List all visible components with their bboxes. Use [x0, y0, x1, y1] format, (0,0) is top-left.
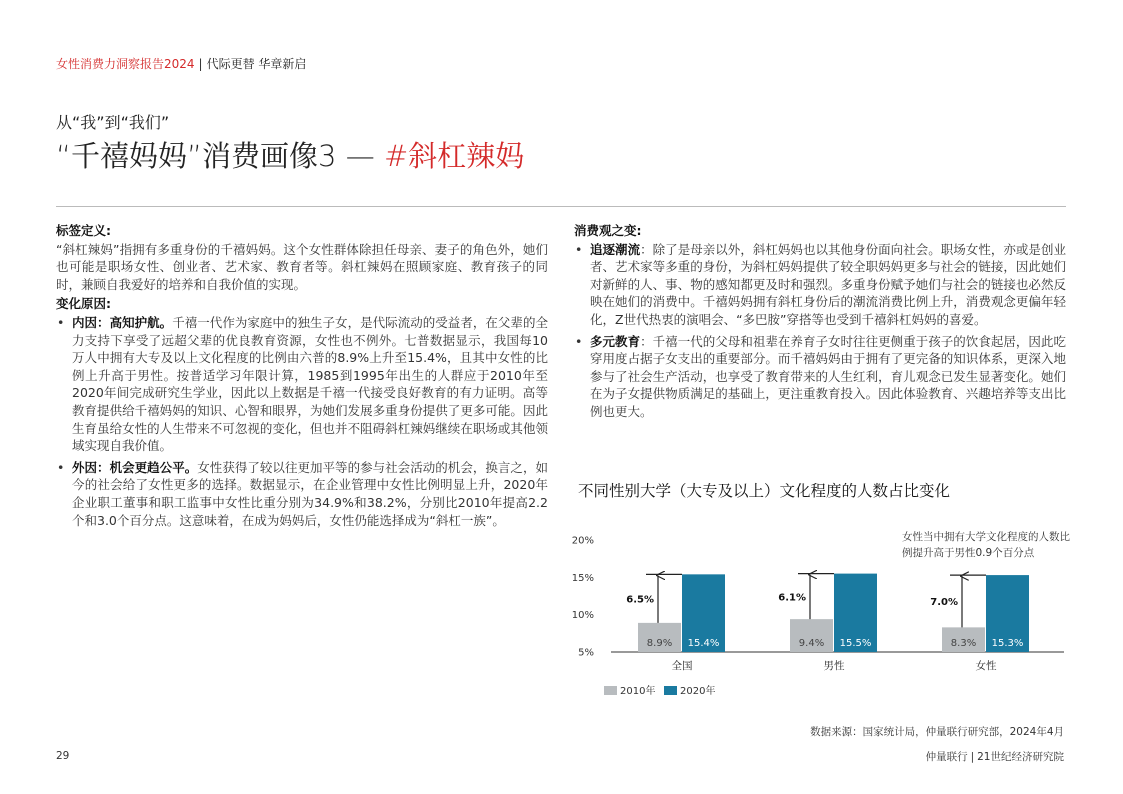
y-tick-label: 20% [571, 535, 594, 547]
bullet-lead: 内因：高知护航。 [72, 314, 173, 330]
reason-bullet-external [56, 459, 548, 529]
title-tag: #斜杠辣妈 [383, 139, 525, 173]
y-tick-label: 10% [571, 610, 594, 622]
footer-brands [926, 749, 1064, 764]
definition-heading: 标签定义: [56, 223, 111, 238]
legend-swatch [604, 686, 617, 695]
bullet-text: ：千禧一代的父母和祖辈在养育子女时往往更侧重于孩子的饮食起居，因此吃穿用度占据子女支出的重要部分。而千禧妈妈由于拥有了更完备的知识体系，更深入地参与了社会生产活动，也享受了教育带来的人生红利，育儿观念已发生显著变化。她们在为子女提供物质满足的基础上，更注重教育投入。因此体验教育、兴趣培养等支出比例也更大。 [590, 333, 1066, 419]
bar-label-2010: 8.3% [950, 638, 977, 649]
report-subtitle: 代际更替 华章新启 [206, 57, 307, 71]
footer-brand-institute: 21世纪经济研究院 [977, 751, 1064, 763]
change-label: 6.1% [778, 592, 806, 604]
page-title [56, 136, 524, 176]
legend-label: 2020年 [680, 686, 716, 697]
category-label: 女性 [975, 660, 997, 672]
divider [56, 206, 1066, 207]
page-number: 29 [56, 750, 70, 762]
title-main: “千禧妈妈”消费画像3 — [56, 139, 384, 173]
data-source: 数据来源：国家统计局，仲量联行研究部，2024年4月 [810, 726, 1064, 738]
consumption-heading: 消费观之变: [574, 223, 642, 238]
change-label: 7.0% [930, 597, 958, 609]
y-tick-label: 15% [571, 572, 594, 584]
bullet-lead: 追逐潮流 [590, 241, 641, 257]
bullet-text: ：除了是母亲以外，斜杠妈妈也以其他身份面向社会。职场女性，亦或是创业者、艺术家等多重的身份，为斜杠妈妈提供了较全职妈妈更多与社会的链接，因此她们对新鲜的人、事、物的感知都更及时和强烈。多重身份赋予她们与社会的链接也必然反映在她们的消费中。千禧妈妈拥有斜杠身份后的潮流消费比例上升，消费观念更偏年轻化，Z世代热衷的演唱会、“多巴胺”穿搭等也受到千禧斜杠妈妈的喜爱。 [590, 241, 1066, 327]
category-label: 男性 [823, 660, 845, 672]
chart-title: 不同性别大学（大专及以上）文化程度的人数占比变化 [578, 482, 951, 500]
report-header [56, 57, 306, 71]
reason-bullet-internal [56, 314, 548, 455]
section-kicker: 从“我”到“我们” [56, 113, 170, 132]
bar-label-2010: 8.9% [646, 638, 673, 649]
bar-label-2020: 15.4% [687, 638, 720, 649]
legend-swatch [664, 686, 677, 695]
consumption-bullet-trend [574, 241, 1066, 329]
change-label: 6.5% [626, 594, 654, 606]
right-column [574, 222, 1066, 425]
category-label: 全国 [671, 660, 693, 672]
chart-annotation: 女性当中拥有大学文化程度的人数比例提升高于男性0.9个百分点 [902, 531, 1070, 559]
reasons-heading: 变化原因: [56, 296, 111, 312]
legend-label: 2010年 [620, 686, 656, 697]
left-column [56, 222, 548, 533]
y-tick-label: 5% [578, 647, 594, 659]
definition-text: “斜杠辣妈”指拥有多重身份的千禧妈妈。这个女性群体除担任母亲、妻子的角色外，她们也可能是职场女性、创业者、艺术家、教育者等。斜杠辣妈在照顾家庭、教育孩子的同时，兼顾自我爱好的培养和自我价值的实现。 [56, 241, 548, 292]
bar-label-2020: 15.3% [991, 638, 1024, 649]
bullet-text: 千禧一代作为家庭中的独生子女，是代际流动的受益者，在父辈的全力支持下享受了远超父辈的优良教育资源，女性也不例外。七普数据显示，我国每10万人中拥有大专及以上文化程度的比例由六普的8.9%上升至15.4%，且其中女性的比例上升高于男性。按普适学习年限计算，1985到1995年出生的人群应于2010年至2020年间完成研究生学业，因此以上数据是千禧一代接受良好教育的有力证明。高等教育提供给千禧妈妈的知识、心智和眼界，为她们发展多重身份提供了更多可能。因此生育虽给女性的人生带来不可忽视的变化，但也并不阻碍斜杠辣妈继续在职场或其他领域实现自我价值。 [72, 314, 548, 454]
bar-label-2010: 9.4% [798, 638, 825, 649]
footer-separator: | [970, 751, 975, 763]
bullet-text: 女性获得了较以往更加平等的参与社会活动的机会，换言之，如今的社会给了女性更多的选择。数据显示，在企业管理中女性比例明显上升，2020年企业职工董事和职工监事中女性比重分别为34.9%和38.2%，分别比2010年提高2.2个和3.0个百分点。这意味着，在成为妈妈后，女性仍能选择成为“斜杠一族”。 [72, 459, 548, 528]
bar-label-2020: 15.5% [839, 638, 872, 649]
consumption-bullet-education [574, 333, 1066, 421]
header-separator: | [198, 57, 203, 71]
bullet-lead: 外因：机会更趋公平。 [72, 459, 198, 475]
footer-brand-jll: 仲量联行 [925, 751, 968, 763]
bullet-lead: 多元教育 [590, 333, 641, 349]
report-name: 女性消费力洞察报告2024 [56, 57, 195, 71]
